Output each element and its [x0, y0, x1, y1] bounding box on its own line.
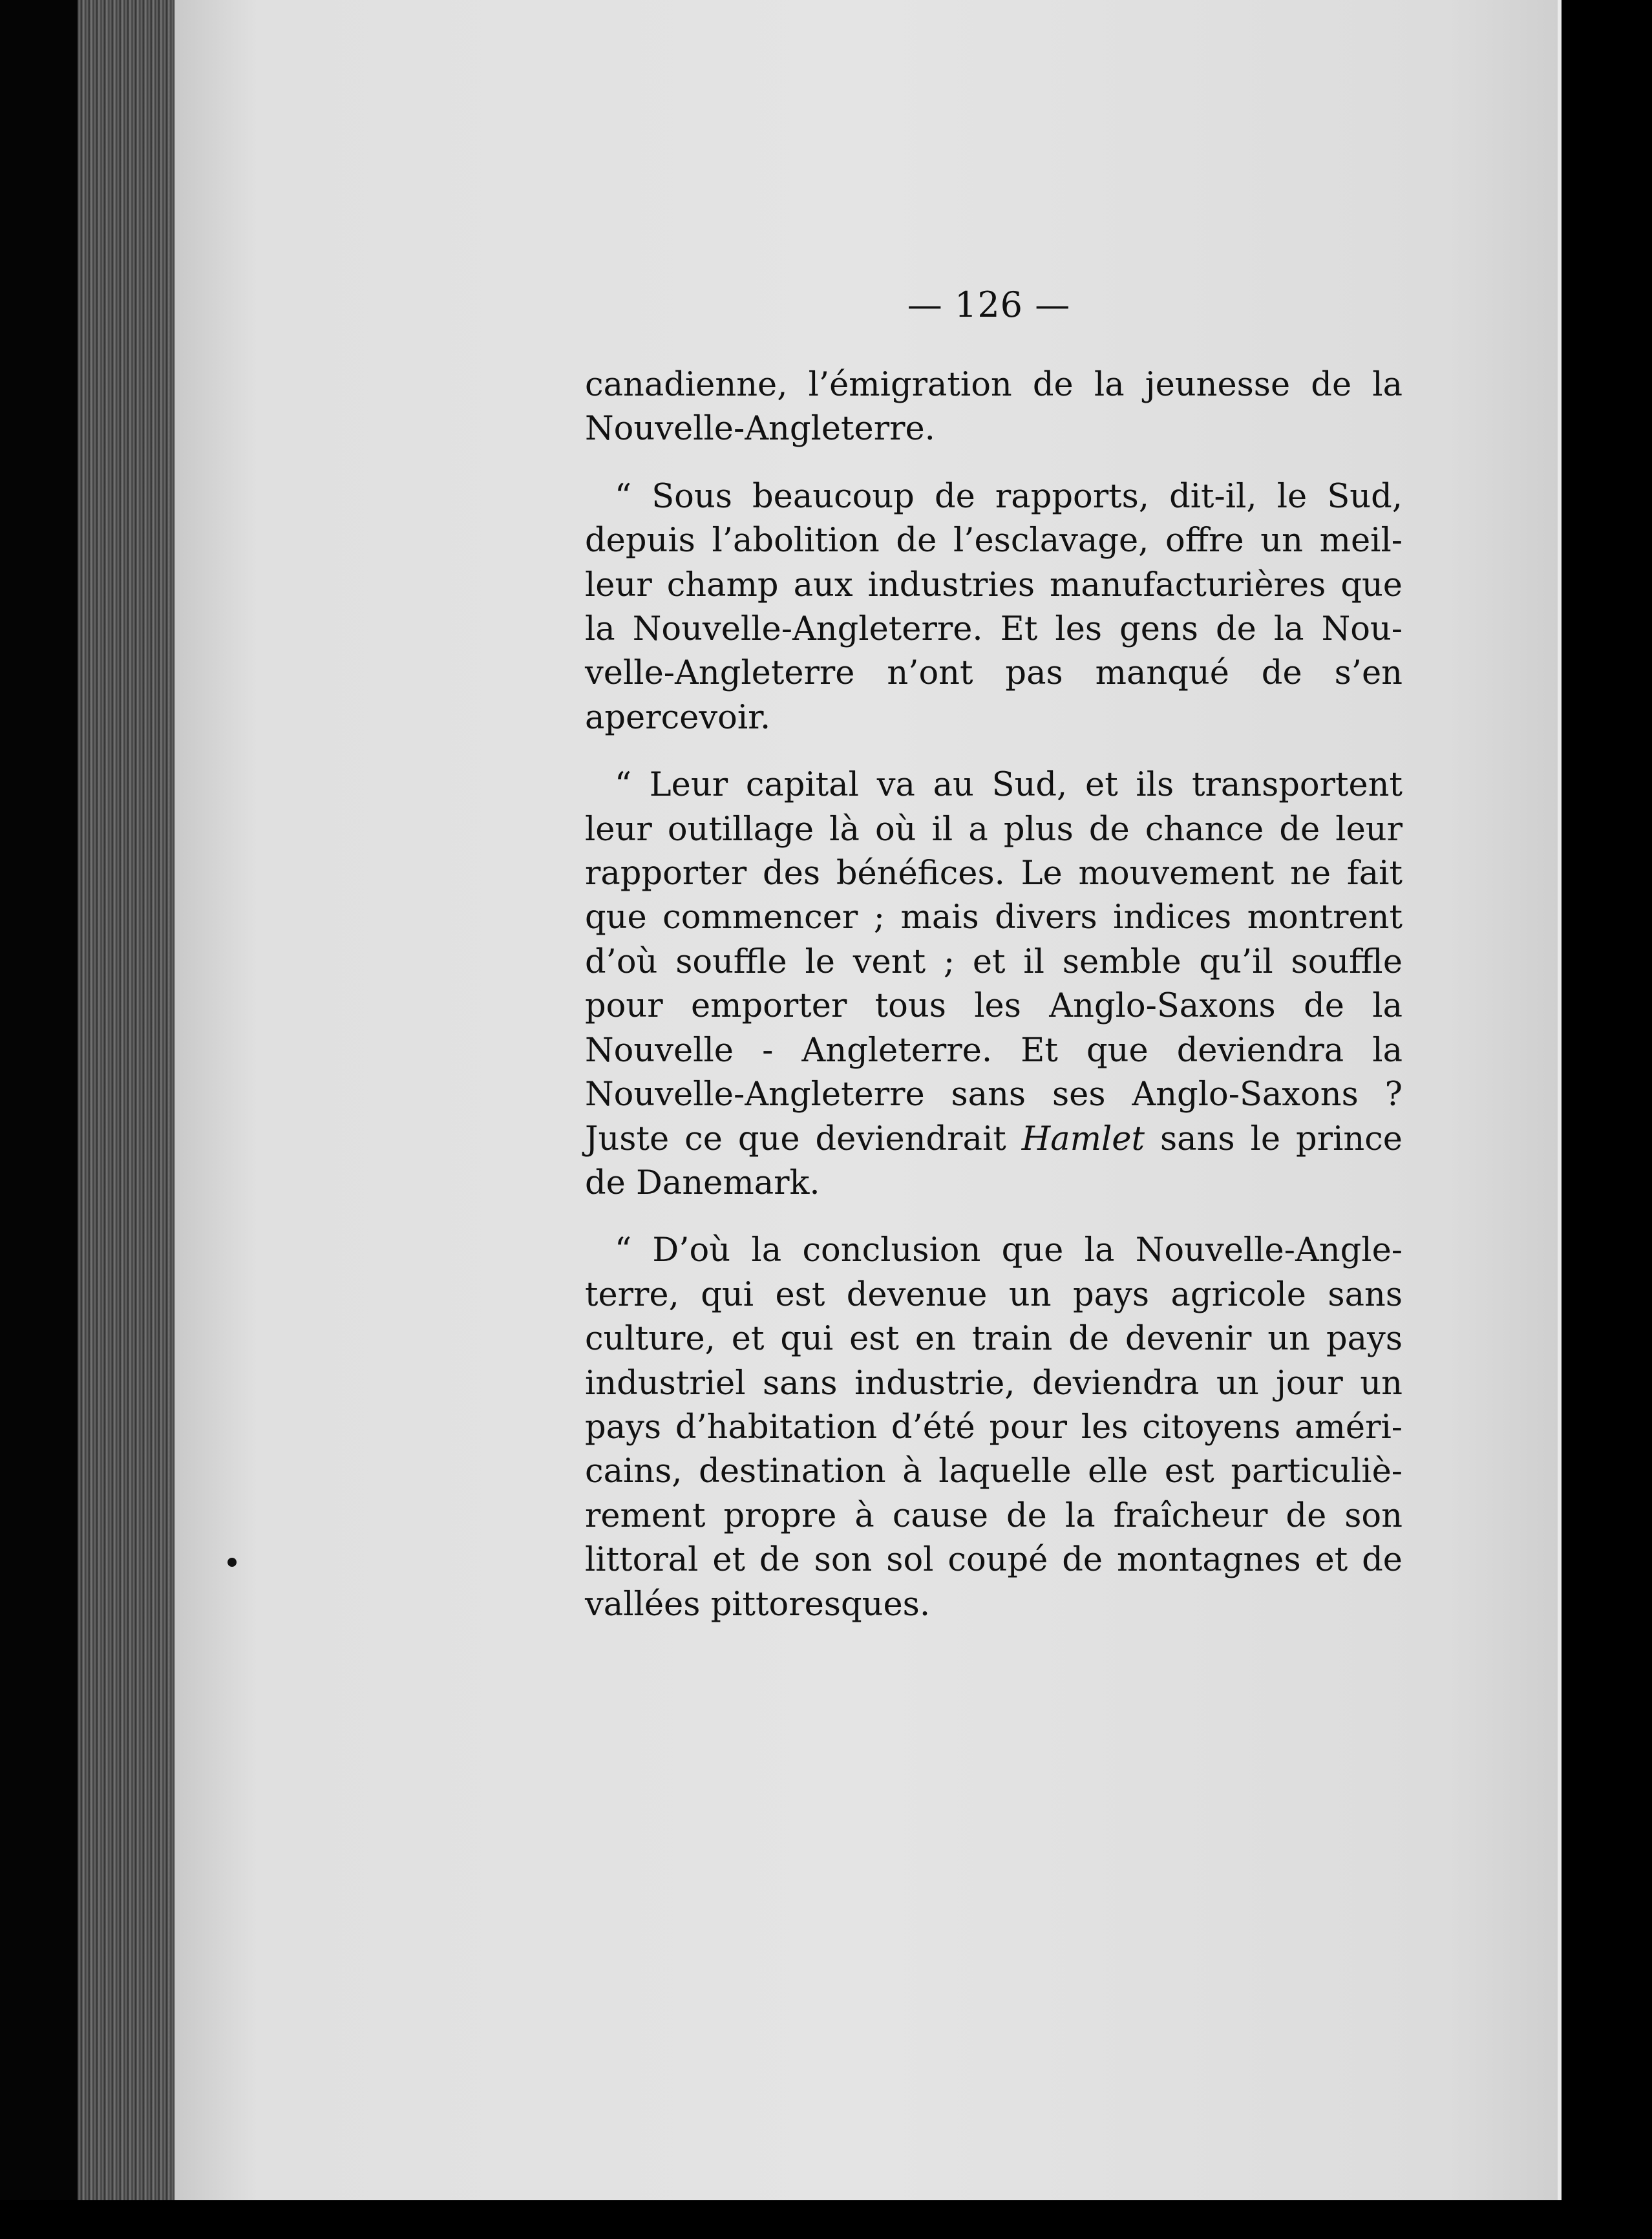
- paragraph: [585, 1229, 1403, 1627]
- text-line: “ D’où la conclusion que la Nouvelle-Angle-: [615, 1231, 1403, 1270]
- text-line: rement propre à cause de la fraîcheur de son: [585, 1496, 1403, 1535]
- text-line: littoral et de son sol coupé de montagnes et de: [585, 1541, 1403, 1580]
- text-line: rapporter des bénéfices. Le mouvement ne fait: [585, 854, 1403, 893]
- text-line: “ Sous beaucoup de rapports, dit-il, le Sud,: [615, 477, 1403, 516]
- text-line: pays d’habitation d’été pour les citoyens améri-: [585, 1408, 1403, 1447]
- text-line: terre, qui est devenue un pays agricole sans: [585, 1275, 1403, 1314]
- text-line: vallées pittoresques.: [585, 1585, 931, 1624]
- text-line: Nouvelle-Angleterre.: [585, 410, 935, 449]
- text-line: apercevoir.: [585, 698, 771, 737]
- text-line: culture, et qui est en train de devenir un pays: [585, 1320, 1403, 1359]
- text-line: depuis l’abolition de l’esclavage, offre un meil-: [585, 522, 1403, 560]
- text-line: Nouvelle-Angleterre sans ses Anglo-Saxons ?: [585, 1076, 1403, 1114]
- italic-title: Hamlet: [1021, 1120, 1145, 1158]
- ink-speck: [228, 1558, 237, 1567]
- text-line: Nouvelle - Angleterre. Et que deviendra la: [585, 1031, 1403, 1070]
- scan-border-left: [0, 0, 78, 2239]
- text-line: d’où souffle le vent ; et il semble qu’il souffle: [585, 942, 1403, 981]
- text-line: cains, destination à laquelle elle est particuliè-: [585, 1452, 1403, 1491]
- text-line: que commencer ; mais divers indices montrent: [585, 898, 1403, 937]
- text-line: Juste ce que deviendrait Hamlet sans le prince: [585, 1120, 1403, 1158]
- text-line: leur champ aux industries manufacturières que: [585, 566, 1403, 604]
- body-text: [585, 363, 1403, 1627]
- paragraph: [585, 363, 1403, 452]
- page-number: — 126 —: [907, 284, 1071, 325]
- text-line: la Nouvelle-Angleterre. Et les gens de la Nou-: [585, 610, 1403, 649]
- paragraph: [585, 763, 1403, 1205]
- book-page-edges: [78, 0, 175, 2204]
- text-line: velle-Angleterre n’ont pas manqué de s’en: [585, 654, 1403, 693]
- text-line: industriel sans industrie, deviendra un jour un: [585, 1364, 1403, 1403]
- scan-border-bottom: [0, 2200, 1652, 2239]
- text-line: leur outillage là où il a plus de chance de leur: [585, 810, 1403, 849]
- text-line: de Danemark.: [585, 1163, 820, 1202]
- text-line: pour emporter tous les Anglo-Saxons de la: [585, 987, 1403, 1026]
- scan-border-right: [1562, 0, 1652, 2239]
- text-line: canadienne, l’émigration de la jeunesse de la: [585, 366, 1403, 404]
- paragraph: [585, 475, 1403, 740]
- text-line: “ Leur capital va au Sud, et ils transportent: [615, 766, 1403, 805]
